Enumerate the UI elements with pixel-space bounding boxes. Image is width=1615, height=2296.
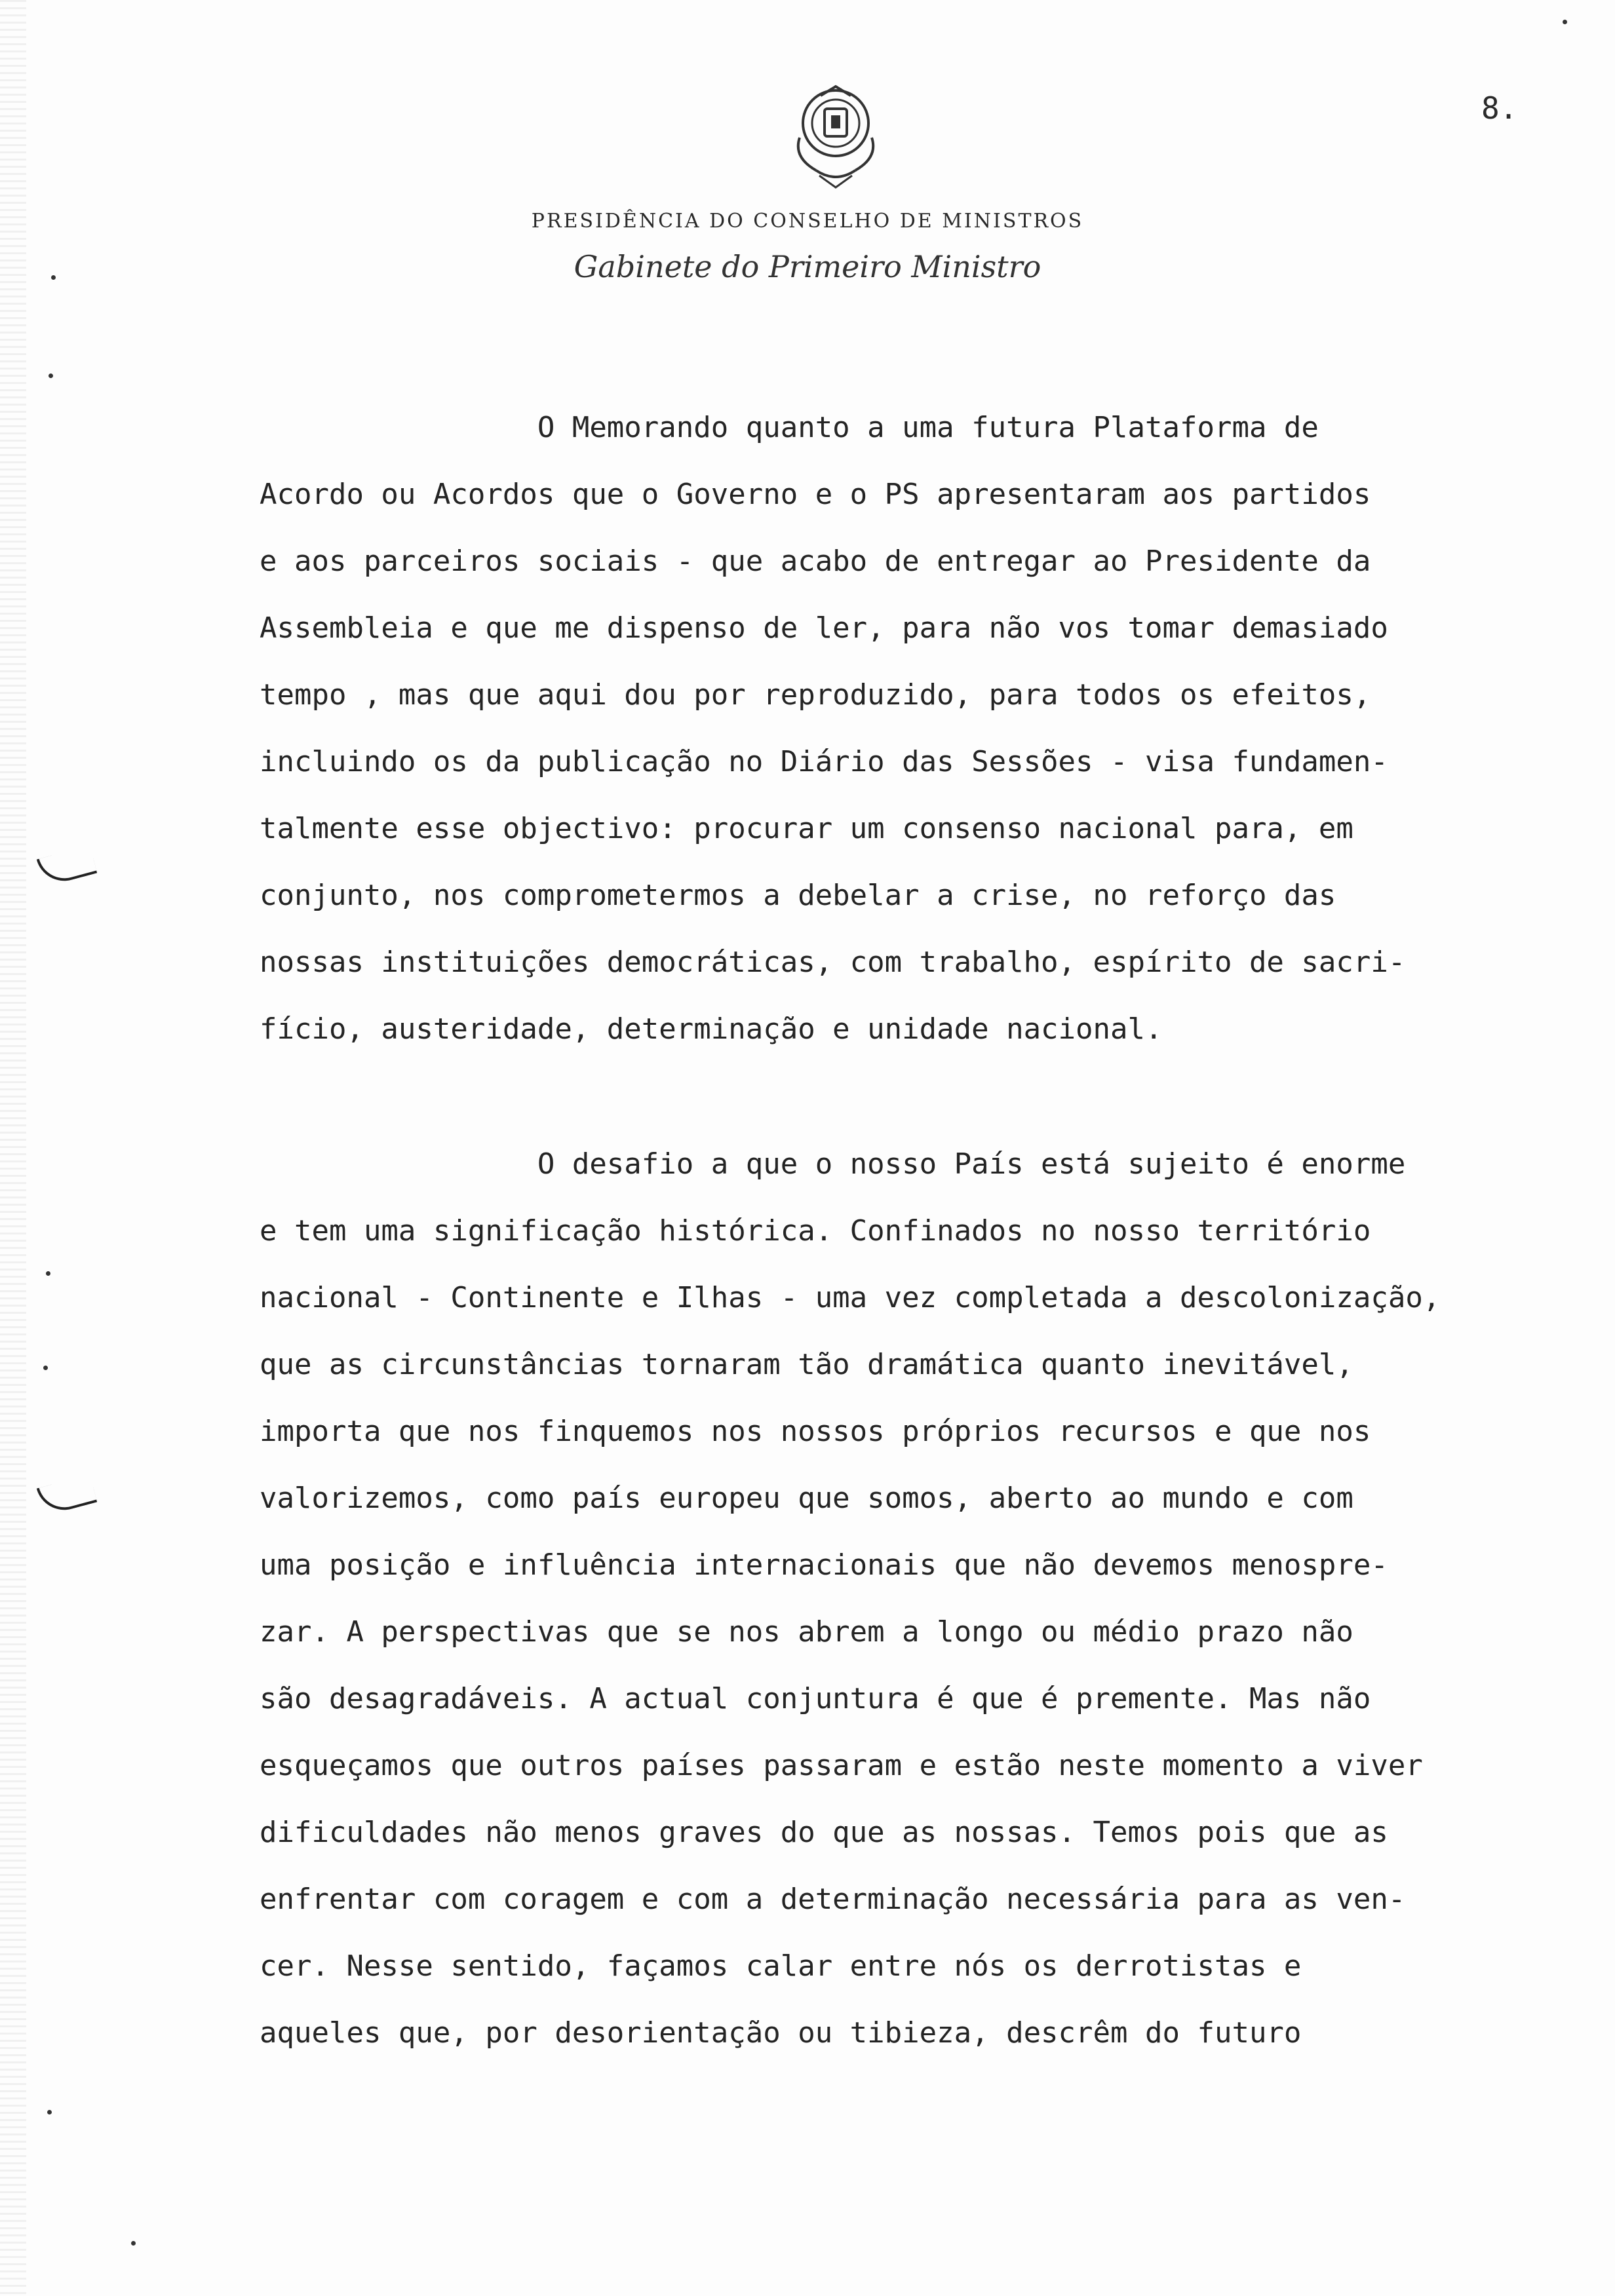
page-number: 8. [1481, 90, 1518, 126]
scan-speck [49, 373, 53, 378]
scan-speck [47, 2110, 52, 2114]
text-line: O Memorando quanto a uma futura Plataforma de [260, 411, 1319, 444]
paragraph-1 [260, 394, 1557, 1063]
punch-hole-mark [37, 845, 98, 887]
text-line: enfrentar com coragem e com a determinação necessária para as ven- [260, 1883, 1406, 1916]
text-line: e aos parceiros sociais - que acabo de entregar ao Presidente da [260, 545, 1371, 578]
text-line: uma posição e influência internacionais que não devemos menospre- [260, 1548, 1388, 1582]
institution-name: PRESIDÊNCIA DO CONSELHO DE MINISTROS [531, 210, 1084, 233]
text-line: dificuldades não menos graves do que as nossas. Temos pois que as [260, 1816, 1388, 1849]
scan-speck [43, 1366, 48, 1370]
text-line: fício, austeridade, determinação e unidade nacional. [260, 1012, 1163, 1046]
text-line: nossas instituições democráticas, com trabalho, espírito de sacri- [260, 946, 1406, 979]
text-line: cer. Nesse sentido, façamos calar entre nós os derrotistas e [260, 1949, 1302, 1983]
text-line: talmente esse objectivo: procurar um consenso nacional para, em [260, 812, 1353, 845]
text-line: são desagradáveis. A actual conjuntura é que é premente. Mas não [260, 1682, 1371, 1715]
text-line: esqueçamos que outros países passaram e estão neste momento a viver [260, 1749, 1423, 1782]
text-line: conjunto, nos comprometermos a debelar a crise, no reforço das [260, 879, 1336, 912]
text-line: incluindo os da publicação no Diário das Sessões - visa fundamen- [260, 745, 1388, 778]
text-line: O desafio a que o nosso País está sujeito é enorme [260, 1147, 1406, 1181]
text-line: nacional - Continente e Ilhas - uma vez completada a descolonização, [260, 1281, 1441, 1314]
page-edge-shadow [0, 0, 26, 2296]
text-line: aqueles que, por desorientação ou tibieza, descrêm do futuro [260, 2016, 1302, 2050]
scan-speck [131, 2241, 136, 2246]
text-line: valorizemos, como país europeu que somos, aberto ao mundo e com [260, 1482, 1353, 1515]
text-line: Assembleia e que me dispenso de ler, para não vos tomar demasiado [260, 611, 1388, 645]
text-line: zar. A perspectivas que se nos abrem a longo ou médio prazo não [260, 1615, 1353, 1649]
punch-hole-mark [37, 1474, 98, 1516]
scan-speck [46, 1271, 50, 1276]
office-name: Gabinete do Primeiro Ministro [574, 249, 1041, 284]
text-line: importa que nos finquemos nos nossos próprios recursos e que nos [260, 1415, 1371, 1448]
text-line: e tem uma significação histórica. Confinados no nosso território [260, 1214, 1371, 1248]
text-line: tempo , mas que aqui dou por reproduzido, para todos os efeitos, [260, 678, 1371, 712]
coat-of-arms-icon [780, 72, 891, 190]
text-line: que as circunstâncias tornaram tão dramática quanto inevitável, [260, 1348, 1353, 1381]
text-line: Acordo ou Acordos que o Governo e o PS apresentaram aos partidos [260, 478, 1371, 511]
paragraph-2 [260, 1131, 1557, 2067]
scan-speck [1563, 20, 1567, 24]
